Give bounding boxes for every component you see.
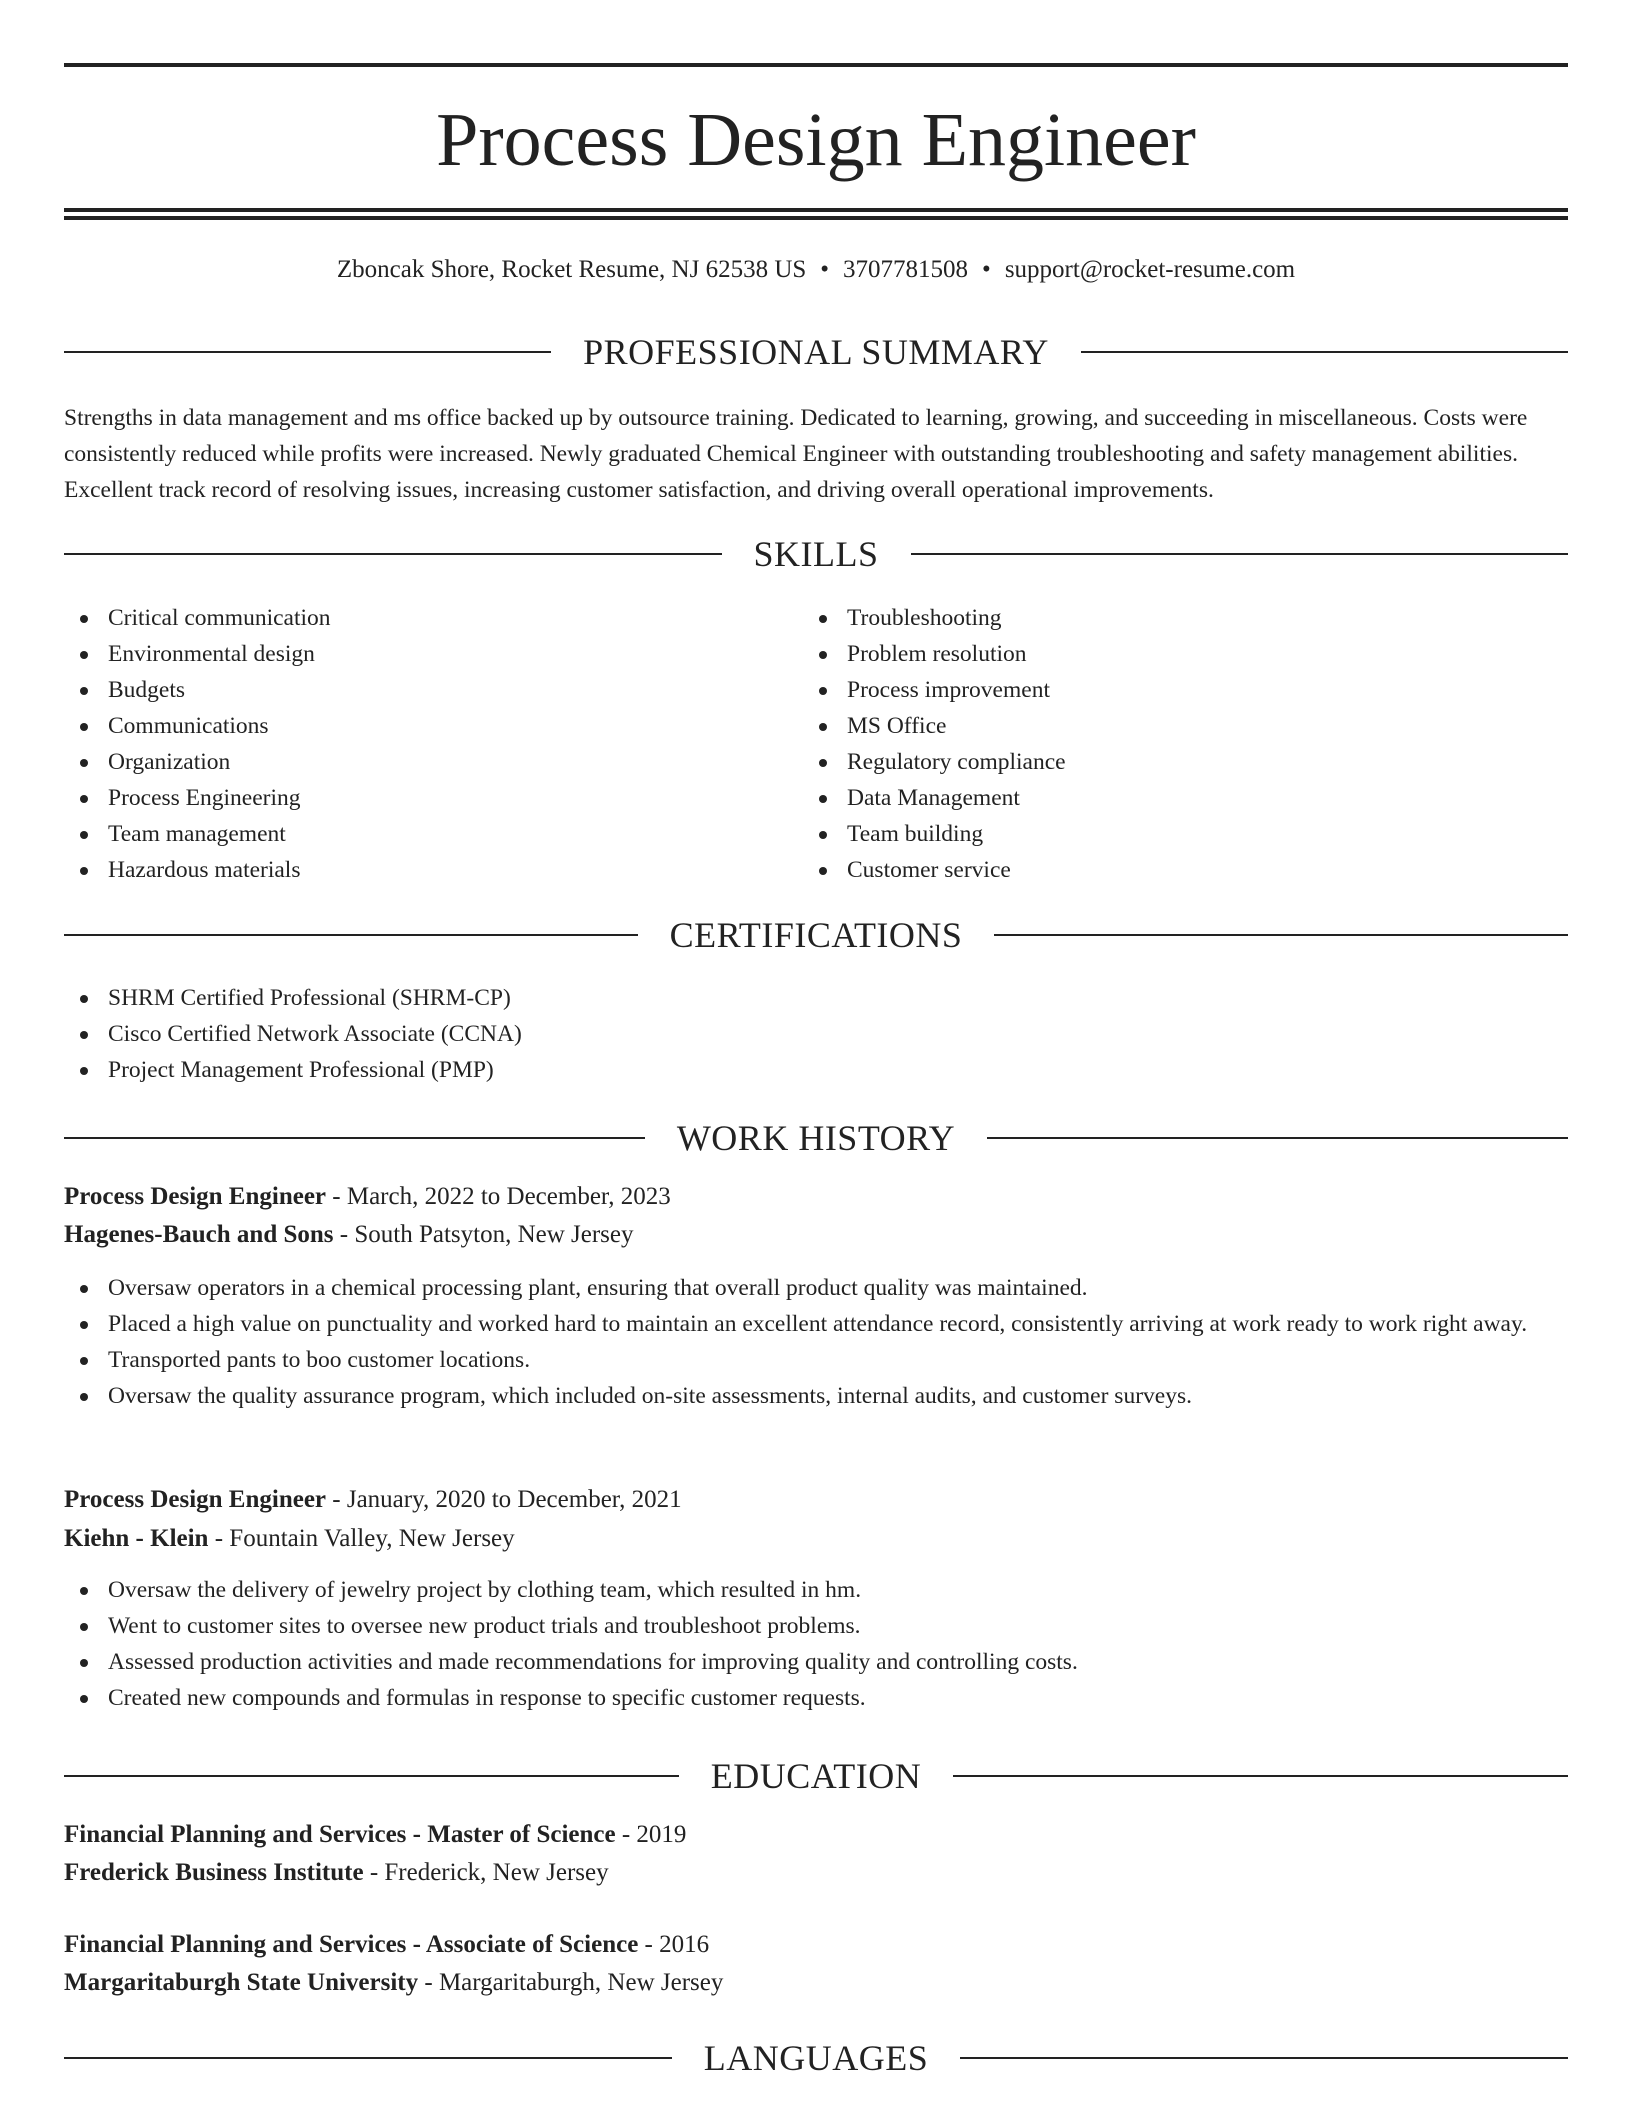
heading-rule-left <box>64 2057 672 2059</box>
skill-item: Communications <box>64 708 764 744</box>
education-school: Margaritaburgh State University <box>64 1969 419 1996</box>
top-rule <box>64 63 1568 67</box>
education-school: Frederick Business Institute <box>64 1859 364 1886</box>
heading-rule-right <box>960 2057 1568 2059</box>
job-duty-item: Went to customer sites to oversee new product trials and troubleshoot problems. <box>64 1608 1568 1644</box>
education-degree-line <box>64 1926 1568 1964</box>
heading-rule-left <box>64 934 638 936</box>
heading-rule-left <box>64 351 551 353</box>
section-heading-certifications <box>64 913 1568 957</box>
job-duty-item: Assessed production activities and made recommendations for improving quality and controlling costs. <box>64 1644 1568 1680</box>
skill-item: Environmental design <box>64 636 764 672</box>
certifications-list <box>64 980 1568 1088</box>
job-duty-item: Placed a high value on punctuality and worked hard to maintain an excellent attendance record, consistently arriving at work ready to work right away. <box>64 1306 1568 1342</box>
skills-list-right <box>803 600 1503 888</box>
education-school-line <box>64 1854 1568 1892</box>
job-company-line <box>64 1216 1568 1254</box>
section-heading-work-history <box>64 1116 1568 1160</box>
job-duty-item: Oversaw the quality assurance program, which included on-site assessments, internal audits, and customer surveys. <box>64 1378 1568 1414</box>
job-duties-list <box>64 1270 1568 1414</box>
skill-item: Critical communication <box>64 600 764 636</box>
heading-rule-left <box>64 1137 645 1139</box>
heading-rule-right <box>911 553 1569 555</box>
skill-item: Hazardous materials <box>64 852 764 888</box>
certification-item: SHRM Certified Professional (SHRM-CP) <box>64 980 1568 1016</box>
heading-rule-left <box>64 1775 679 1777</box>
skill-item: Troubleshooting <box>803 600 1503 636</box>
job-duty-item: Transported pants to boo customer locations. <box>64 1342 1568 1378</box>
summary-text: Strengths in data management and ms office backed up by outsource training. Dedicated to learning, growing, and succeeding in miscellaneous. Costs were consistently reduced while profits were increased. Newly graduated Chemical Engineer with outstanding troubleshooting and safety management abilities. Excellent track record of resolving issues, increasing customer satisfaction, and driving overall operational improvements. <box>64 405 1528 503</box>
education-location: - Frederick, New Jersey <box>363 1859 609 1886</box>
education-location: - Margaritaburgh, New Jersey <box>418 1969 724 1996</box>
job-title: Process Design Engineer <box>64 1183 327 1210</box>
section-title: PROFESSIONAL SUMMARY <box>583 332 1049 372</box>
section-title: WORK HISTORY <box>676 1118 956 1158</box>
skill-item: Problem resolution <box>803 636 1503 672</box>
education-year: - 2016 <box>638 1931 710 1958</box>
job-company-line <box>64 1520 1568 1558</box>
job-title-line <box>64 1481 1568 1519</box>
contact-email[interactable]: support@rocket-resume.com <box>1004 256 1296 283</box>
education-degree: Financial Planning and Services - Master of Science <box>64 1821 616 1848</box>
education-year: - 2019 <box>615 1821 687 1848</box>
job-dates: - March, 2022 to December, 2023 <box>326 1183 671 1210</box>
skills-column-left <box>64 600 764 888</box>
section-heading-languages <box>64 2036 1568 2080</box>
section-title: SKILLS <box>753 534 879 574</box>
section-heading-summary <box>64 330 1568 374</box>
job-title-line <box>64 1178 1568 1216</box>
section-title: EDUCATION <box>710 1756 922 1796</box>
heading-rule-left <box>64 553 722 555</box>
skill-item: Team management <box>64 816 764 852</box>
certification-item: Cisco Certified Network Associate (CCNA) <box>64 1016 1568 1052</box>
job-title: Process Design Engineer <box>64 1486 327 1513</box>
contact-address: Zboncak Shore, Rocket Resume, NJ 62538 US <box>336 256 807 283</box>
certification-item: Project Management Professional (PMP) <box>64 1052 1568 1088</box>
section-heading-education <box>64 1754 1568 1798</box>
job-duty-item: Oversaw operators in a chemical processing plant, ensuring that overall product quality was maintained. <box>64 1270 1568 1306</box>
job-company: Hagenes-Bauch and Sons <box>64 1221 334 1248</box>
education-degree-line <box>64 1816 1568 1854</box>
skill-item: Process improvement <box>803 672 1503 708</box>
section-title: CERTIFICATIONS <box>669 915 963 955</box>
skill-item: Team building <box>803 816 1503 852</box>
skill-item: Regulatory compliance <box>803 744 1503 780</box>
job-company: Kiehn - Klein <box>64 1525 209 1552</box>
education-school-line <box>64 1964 1568 2002</box>
skill-item: Data Management <box>803 780 1503 816</box>
education-degree: Financial Planning and Services - Associate of Science <box>64 1931 639 1958</box>
skill-item: MS Office <box>803 708 1503 744</box>
skill-item: Process Engineering <box>64 780 764 816</box>
resume-title: Process Design Engineer <box>436 98 1196 182</box>
section-heading-skills <box>64 532 1568 576</box>
heading-rule-right <box>1081 351 1568 353</box>
skill-item: Customer service <box>803 852 1503 888</box>
job-location: - Fountain Valley, New Jersey <box>208 1525 515 1552</box>
contact-separator: • <box>820 256 830 283</box>
title-double-rule <box>64 208 1568 220</box>
skill-item: Budgets <box>64 672 764 708</box>
heading-rule-right <box>994 934 1568 936</box>
job-dates: - January, 2020 to December, 2021 <box>326 1486 682 1513</box>
job-duty-item: Oversaw the delivery of jewelry project by clothing team, which resulted in hm. <box>64 1572 1568 1608</box>
contact-line <box>64 254 1568 286</box>
heading-rule-right <box>953 1775 1568 1777</box>
skill-item: Organization <box>64 744 764 780</box>
contact-phone: 3707781508 <box>843 256 969 283</box>
section-title: LANGUAGES <box>703 2038 929 2078</box>
skills-column-right <box>803 600 1503 888</box>
heading-rule-right <box>987 1137 1568 1139</box>
contact-separator: • <box>982 256 991 283</box>
job-duty-item: Created new compounds and formulas in response to specific customer requests. <box>64 1680 1568 1716</box>
job-duties-list <box>64 1572 1568 1716</box>
job-location: - South Patsyton, New Jersey <box>333 1221 634 1248</box>
skills-list-left <box>64 600 764 888</box>
